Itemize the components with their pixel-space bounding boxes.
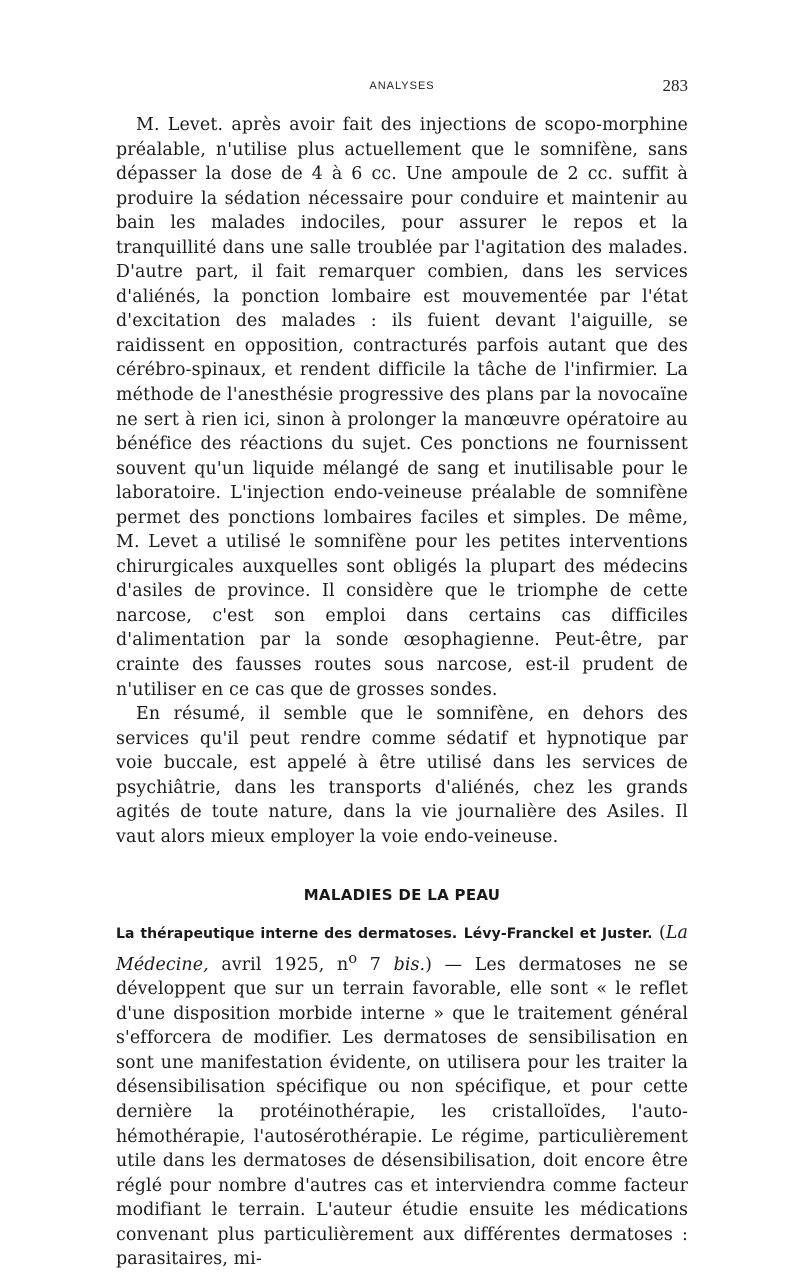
running-title: ANALYSES bbox=[369, 80, 435, 92]
review-entry bbox=[116, 921, 688, 1271]
review-authors: Lévy-Franckel et Juster. bbox=[463, 926, 653, 943]
citation-close: ) bbox=[425, 954, 433, 975]
review-body: — Les dermatoses ne se développent que sur un terrain favorable, elle sont « le reflet d'une disposition morbide interne » que le traitement général s'efforcera de modifier. Les dermatoses de sensibilisation en sont une manifestation évidente, on utilisera pour les traiter la désensibilisation spécifique ou non spécifique, et pour cette dernière la protéinothérapie, les cristalloïdes, l'auto-hémothérapie, l'autosérothérapie. Le régime, particulièrement utile dans les dermatoses de désensibilisation, doit encore être réglé pour nombre d'autres cas et interviendra comme facteur modifiant le terrain. L'auteur étudie ensuite les médications convenant plus particulièrement aux différentes dermatoses : parasitaires, mi- bbox=[116, 954, 689, 1270]
journal-name: La Médecine, bbox=[116, 923, 688, 975]
body-paragraph-1: M. Levet. après avoir fait des injections de scopo-morphine préalable, n'utilise plus actuellement que le somnifène, sans dépasser la dose de 4 à 6 cc. Une ampoule de 2 cc. suffit à produire la sédation nécessaire pour conduire et maintenir au bain les malades indociles, pour assurer le repos et la tranquillité dans une salle troublée par l'agitation des malades. D'autre part, il fait remarquer combien, dans les services d'aliénés, la ponction lombaire est mouvementée par l'état d'excitation des malades : ils fuient devant l'aiguille, se raidissent en opposition, contracturés parfois autant que des cérébro-spinaux, et rendent difficile la tâche de l'infirmier. La méthode de l'anesthésie progressive des plans par la novocaïne ne sert à rien ici, sinon à prolonger la manœuvre opératoire au bénéfice des réactions du sujet. Ces ponctions ne fournissent souvent qu'un liquide mélangé de sang et inutilisable pour le laboratoire. L'injection endo-veineuse préalable de somnifène permet des ponctions lombaires faciles et simples. De même, M. Levet a utilisé le somnifène pour les petites interventions chirurgicales auxquelles sont obligés la plupart des médecins d'asiles de province. Il considère que le triomphe de cette narcose, c'est son emploi dans certains cas difficiles d'alimentation par la sonde œsophagienne. Peut-être, par crainte des fausses routes sous narcose, est-il prudent de n'utiliser en ce cas que de grosses sondes. bbox=[116, 115, 688, 700]
page-number: 283 bbox=[662, 76, 688, 95]
issue-superscript: o bbox=[348, 950, 358, 967]
issue-suffix: bis. bbox=[393, 954, 426, 975]
document-page bbox=[116, 76, 688, 1272]
body-paragraph-2: En résumé, il semble que le somnifène, en dehors des services qu'il peut rendre comme sédatif et hypnotique par voie buccale, est appelé à être utilisé dans les services de psychiâtrie, dans les transports d'aliénés, chez les grands agités de toute nature, dans la vie journalière des Asiles. Il vaut alors mieux employer la voie endo-veineuse. bbox=[116, 704, 688, 847]
running-header bbox=[116, 76, 688, 100]
section-heading: MALADIES DE LA PEAU bbox=[303, 886, 501, 905]
citation-open: ( bbox=[658, 923, 666, 944]
issue-number: 7 bbox=[357, 954, 394, 975]
citation-date: avril 1925, n bbox=[208, 954, 349, 975]
review-title: La thérapeutique interne des dermatoses. bbox=[116, 926, 458, 943]
